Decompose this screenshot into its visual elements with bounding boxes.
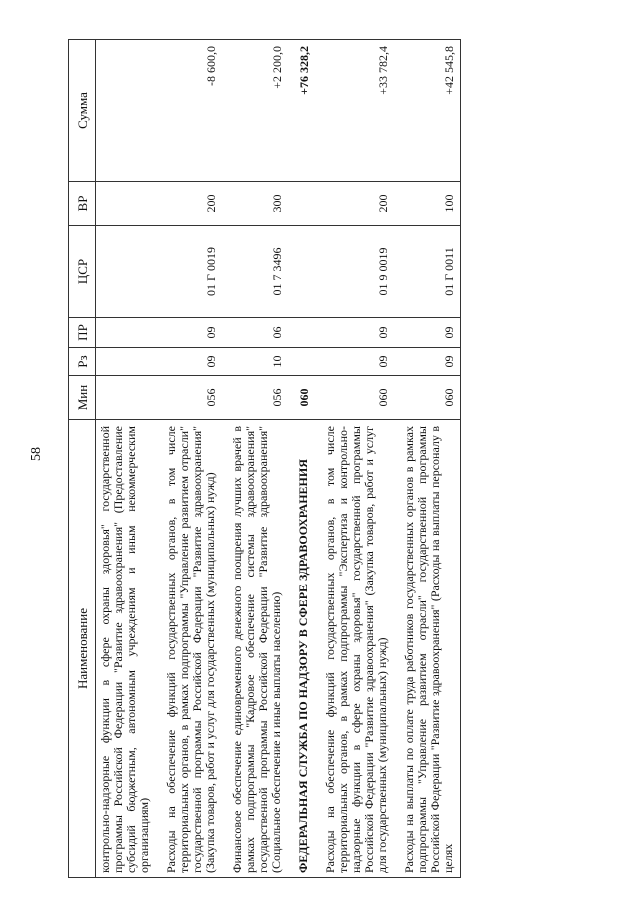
row-rz: 09 xyxy=(156,348,222,376)
row-name: Расходы на выплаты по оплате труда работников государственных органов в рамках подпрограммы "Управление развитием отрасли" государственной программы Российской Федерации "Развитие здравоохранения" (Расходы на выплаты персоналу в целях xyxy=(394,420,461,878)
rotated-page xyxy=(68,40,562,878)
row-sum xyxy=(96,40,157,182)
row-csr: 01 Г 0011 xyxy=(394,226,461,318)
budget-table xyxy=(68,39,461,878)
row-pr xyxy=(96,318,157,348)
table-row xyxy=(222,40,288,878)
row-name: Расходы на обеспечение функций государственных органов, в том числе территориальных органов, в рамках подпрограммы "Управление развитием отрасли" государственной программы Российской Федерации "Развитие здравоохранения" (Закупка товаров, работ и услуг для государственных (муниципальных) нужд) xyxy=(156,420,222,878)
row-min: 060 xyxy=(288,376,315,420)
row-csr: 01 9 0019 xyxy=(315,226,394,318)
row-name: Финансовое обеспечение единовременного денежного поощрения лучших врачей в рамках подпрограммы "Кадровое обеспечение системы здравоохранения" государственной программы Российской Федерации "Развитие здравоохранения" (Социальное обеспечение и иные выплаты населению) xyxy=(222,420,288,878)
row-sum: +33 782,4 xyxy=(315,40,394,182)
row-rz: 09 xyxy=(394,348,461,376)
row-rz: 10 xyxy=(222,348,288,376)
row-sum: +76 328,2 xyxy=(288,40,315,182)
row-pr: 09 xyxy=(315,318,394,348)
row-name: Расходы на обеспечение функций государственных органов, в том числе территориальных органов, в рамках подпрограммы "Экспертиза и контрольно-надзорные функции в сфере охраны здоровья" государственной программы Российской Федерации "Развитие здравоохранения" (Закупка товаров, работ и услуг для государственных (муниципальных) нужд) xyxy=(315,420,394,878)
row-pr: 06 xyxy=(222,318,288,348)
row-sum: -8 600,0 xyxy=(156,40,222,182)
header-sum: Сумма xyxy=(69,40,96,182)
row-rz xyxy=(96,348,157,376)
row-vr xyxy=(288,182,315,226)
table-header-row xyxy=(69,40,96,878)
page-number: 58 xyxy=(29,447,44,461)
header-rz: Рз xyxy=(69,348,96,376)
row-sum: +2 200,0 xyxy=(222,40,288,182)
row-min xyxy=(96,376,157,420)
row-min: 056 xyxy=(222,376,288,420)
table-row xyxy=(394,40,461,878)
table-row xyxy=(96,40,157,878)
row-min: 056 xyxy=(156,376,222,420)
row-pr: 09 xyxy=(156,318,222,348)
header-pr: ПР xyxy=(69,318,96,348)
row-rz: 09 xyxy=(315,348,394,376)
table-row-section xyxy=(288,40,315,878)
row-sum: +42 545,8 xyxy=(394,40,461,182)
row-min: 060 xyxy=(394,376,461,420)
row-vr: 300 xyxy=(222,182,288,226)
row-rz xyxy=(288,348,315,376)
row-name: контрольно-надзорные функции в сфере охраны здоровья" государственной программы Российской Федерации "Развитие здравоохранения" (Предоставление субсидий бюджетным, автономным учреждениям и иным некоммерческим организациям) xyxy=(96,420,157,878)
table-row xyxy=(156,40,222,878)
row-vr xyxy=(96,182,157,226)
row-csr: 01 7 3496 xyxy=(222,226,288,318)
header-name: Наименование xyxy=(69,420,96,878)
row-name: ФЕДЕРАЛЬНАЯ СЛУЖБА ПО НАДЗОРУ В СФЕРЕ ЗДРАВООХРАНЕНИЯ xyxy=(288,420,315,878)
row-min: 060 xyxy=(315,376,394,420)
row-vr: 200 xyxy=(156,182,222,226)
row-csr xyxy=(288,226,315,318)
row-csr xyxy=(96,226,157,318)
table-row xyxy=(315,40,394,878)
row-pr xyxy=(288,318,315,348)
header-vr: ВР xyxy=(69,182,96,226)
header-csr: ЦСР xyxy=(69,226,96,318)
row-csr: 01 Г 0019 xyxy=(156,226,222,318)
header-min: Мин xyxy=(69,376,96,420)
row-vr: 100 xyxy=(394,182,461,226)
row-pr: 09 xyxy=(394,318,461,348)
row-vr: 200 xyxy=(315,182,394,226)
